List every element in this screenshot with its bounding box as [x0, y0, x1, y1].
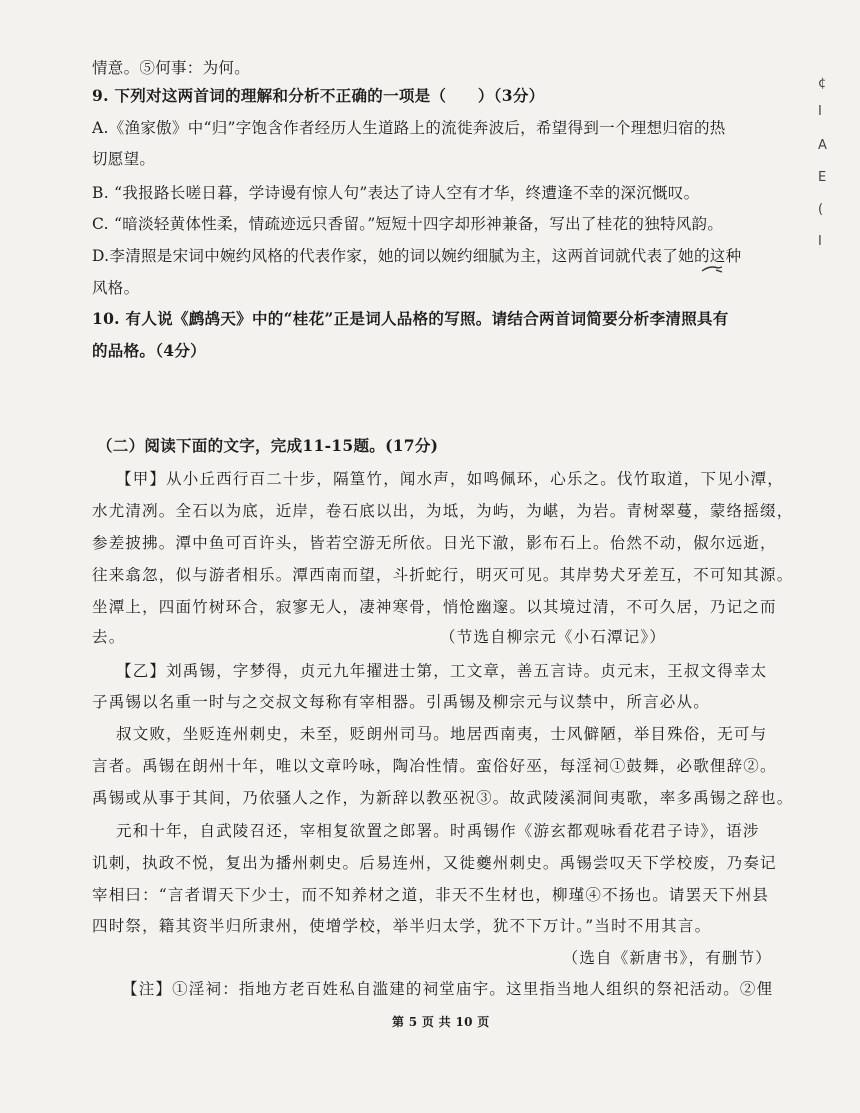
question-10: 10. 有人说《鹧鸪天》中的“桂花”正是词人品格的写照。请结合两首词简要分析李清照具有 — [92, 309, 729, 328]
annotation: 【注】①淫祠：指地方老百姓私自滥建的祠堂庙宇。这里指当地人组织的祭祀活动。②俚 — [122, 980, 774, 998]
passage-line: 四时祭，籍其资半归所隶州，使增学校，举半归太学，犹不下万计。”当时不用其言。 — [92, 917, 712, 935]
question-9: 9. 下列对这两首词的理解和分析不正确的一项是（ ）（3分） — [92, 86, 545, 105]
option-d: D.李清照是宋词中婉约风格的代表作家，她的词以婉约细腻为主，这两首词就代表了她的这种 — [92, 247, 742, 265]
passage-line: 元和十年，自武陵召还，宰相复欲置之郎署。时禹锡作《游玄都观咏看花君子诗》，语涉 — [116, 822, 760, 840]
passage-line: 参差披拂。潭中鱼可百许头，皆若空游无所依。日光下澈，影布石上。佁然不动，俶尔远逝， — [92, 534, 777, 552]
option-c: C. “暗淡轻黄体性柔，情疏迹远只香留。”短短十四字却形神兼备，写出了桂花的独特风韵。 — [92, 215, 724, 233]
page-footer: 第 5 页 共 10 页 — [392, 1015, 490, 1029]
passage-line: 讥刺，执政不悦，复出为播州刺史。后易连州，又徙夔州刺史。禹锡尝叹天下学校废，乃奏记 — [92, 854, 777, 872]
edge-mark: ¢ — [818, 76, 827, 91]
passage-yi: 【乙】刘禹锡，字梦得，贞元九年擢进士第，工文章，善五言诗。贞元末，王叔文得幸太 — [116, 662, 768, 680]
pen-mark — [700, 263, 726, 275]
section-heading: （二）阅读下面的文字，完成11-15题。(17分) — [97, 436, 439, 455]
edge-mark: I — [818, 234, 822, 249]
passage-line: 去。 — [92, 628, 126, 646]
option-d-cont: 风格。 — [92, 279, 140, 297]
passage-line: 禹锡或从事于其间，乃依骚人之作，为新辞以教巫祝③。故武陵溪洞间夷歌，率多禹锡之辞也。 — [92, 789, 794, 807]
passage-line: 言者。禹锡在朗州十年，唯以文章吟咏，陶冶性情。蛮俗好巫，每淫祠①鼓舞，必歌俚辞②。 — [92, 757, 777, 775]
source-jia: （节选自柳宗元《小石潭记》） — [440, 628, 667, 646]
passage-line: 子禹锡以名重一时与之交叔文每称有宰相器。引禹锡及柳宗元与议禁中，所言必从。 — [92, 693, 710, 711]
edge-mark: ( — [818, 202, 824, 217]
edge-mark: I — [818, 104, 822, 119]
option-a-cont: 切愿望。 — [92, 150, 156, 168]
passage-line: 叔文败，坐贬连州刺史，未至，贬朗州司马。地居西南夷，士风僻陋，举目殊俗，无可与 — [116, 725, 768, 743]
note-fragment: 情意。⑤何事：为何。 — [92, 59, 251, 77]
question-10-cont: 的品格。（4分） — [92, 341, 206, 360]
passage-line: 水尤清冽。全石以为底，近岸，卷石底以出，为坻，为屿，为嵁，为岩。青树翠蔓，蒙络摇缀， — [92, 502, 794, 520]
passage-line: 宰相曰：“言者谓天下少士，而不知养材之道，非天不生材也，柳瑾④不扬也。请罢天下州县 — [92, 886, 770, 904]
passage-line: 往来翕忽，似与游者相乐。潭西南而望，斗折蛇行，明灭可见。其岸势犬牙差互，不可知其源。 — [92, 566, 794, 584]
source-yi: （选自《新唐书》，有删节） — [562, 949, 772, 967]
option-a: A.《渔家傲》中“归”字饱含作者经历人生道路上的流徙奔波后，希望得到一个理想归宿的热 — [92, 119, 726, 137]
edge-mark: A — [818, 138, 827, 153]
option-b: B. “我报路长嗟日暮，学诗谩有惊人句”表达了诗人空有才华，终遭逢不幸的深沉慨叹。 — [92, 184, 700, 202]
passage-line: 坐潭上，四面竹树环合，寂寥无人，凄神寒骨，悄怆幽邃。以其境过清，不可久居，乃记之而 — [92, 598, 777, 616]
passage-jia: 【甲】从小丘西行百二十步，隔篁竹，闻水声，如鸣佩环，心乐之。伐竹取道，下见小潭， — [116, 470, 785, 488]
edge-mark: E — [818, 170, 827, 185]
